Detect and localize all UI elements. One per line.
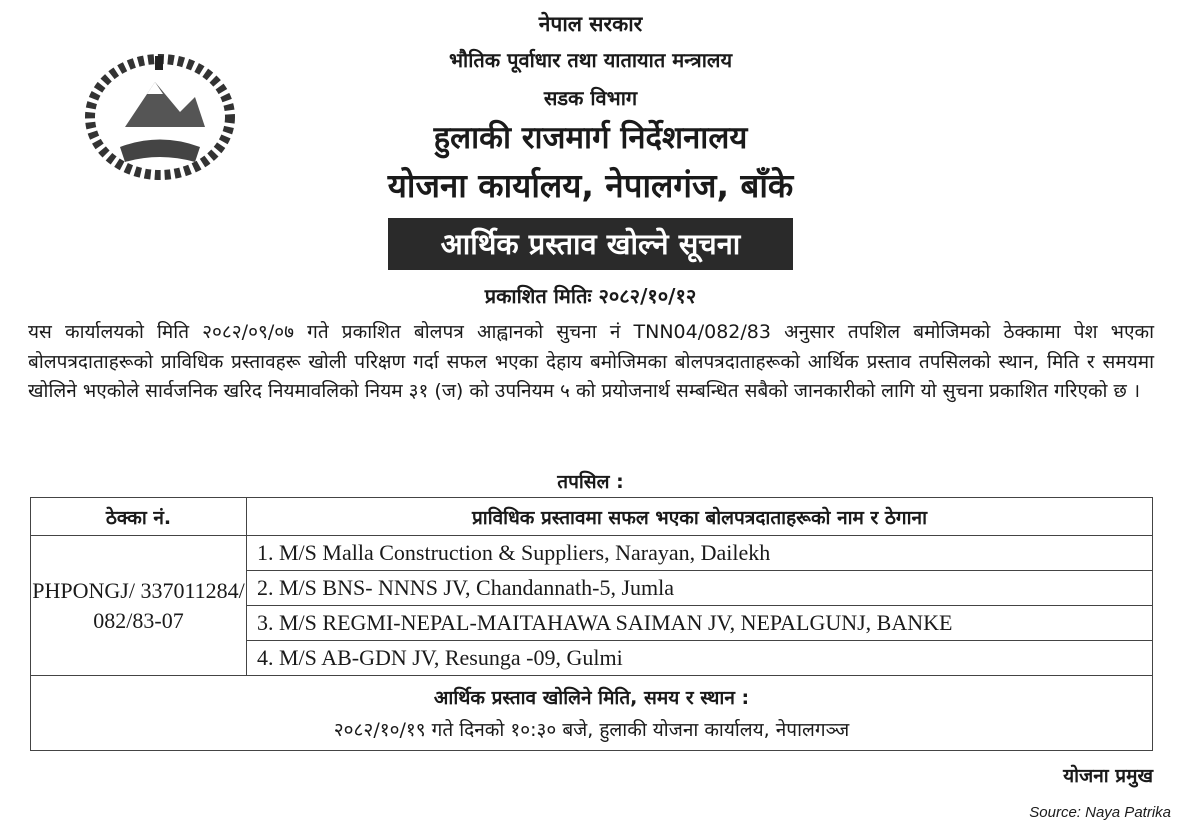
bidders-table <box>30 497 1153 751</box>
opening-details-value: २०८२/१०/१९ गते दिनको १०:३० बजे, हुलाकी योजना कार्यालय, नेपालगञ्ज <box>333 719 850 741</box>
bidder-1: 1. M/S Malla Construction & Suppliers, Narayan, Dailekh <box>247 536 1153 571</box>
bidders-header: प्राविधिक प्रस्तावमा सफल भएका बोलपत्रदाताहरूको नाम र ठेगाना <box>247 498 1153 536</box>
bidder-2: 2. M/S BNS- NNNS JV, Chandannath-5, Jumla <box>247 571 1153 606</box>
source-credit: Source: Naya Patrika <box>1029 804 1171 821</box>
department-name: सडक विभाग <box>543 86 638 110</box>
bidder-4: 4. M/S AB-GDN JV, Resunga -09, Gulmi <box>247 641 1153 676</box>
directorate-name: हुलाकी राजमार्ग निर्देशनालय <box>433 120 748 156</box>
schedule-heading: तपसिल : <box>557 471 624 493</box>
notice-title: आर्थिक प्रस्ताव खोल्ने सूचना <box>388 218 793 270</box>
opening-details-heading: आर्थिक प्रस्ताव खोलिने मिति, समय र स्थान : <box>433 687 750 709</box>
notice-body: यस कार्यालयको मिति २०८२/०९/०७ गते प्रकाशित बोलपत्र आह्वानको सुचना नं TNN04/082/83 अनुसार तपशिल बमोजिमको ठेक्कामा पेश भएका बोलपत्रदाताहरूको प्राविधिक प्रस्तावहरू खोली परिक्षण गर्दा सफल भएका देहाय बमोजिमका बोलपत्रदाताहरूको आर्थिक प्रस्ताव तपसिलको स्थान, मिति र समयमा खोलिने भएकोले सार्वजनिक खरिद नियमावलिको नियम ३१ (ज) को उपनियम ५ को प्रयोजनार्थ सम्बन्धित सबैको जानकारीको लागि यो सुचना प्रकाशित गरिएको छ । <box>28 321 1154 402</box>
published-date: प्रकाशित मितिः २०८२/१०/१२ <box>484 284 697 308</box>
table-header-row <box>31 498 1153 536</box>
government-name: नेपाल सरकार <box>538 12 643 36</box>
table-row <box>31 536 1153 571</box>
signatory: योजना प्रमुख <box>1063 765 1153 787</box>
table-footer-row <box>31 676 1153 751</box>
contract-number: PHPONGJ/ 337011284/ 082/83-07 <box>31 536 247 676</box>
bidder-3: 3. M/S REGMI-NEPAL-MAITAHAWA SAIMAN JV, NEPALGUNJ, BANKE <box>247 606 1153 641</box>
ministry-name: भौतिक पूर्वाधार तथा यातायात मन्त्रालय <box>448 48 733 72</box>
opening-details <box>31 676 1153 751</box>
contract-no-header: ठेक्का नं. <box>31 498 247 536</box>
office-name: योजना कार्यालय, नेपालगंज, बाँके <box>387 166 794 205</box>
